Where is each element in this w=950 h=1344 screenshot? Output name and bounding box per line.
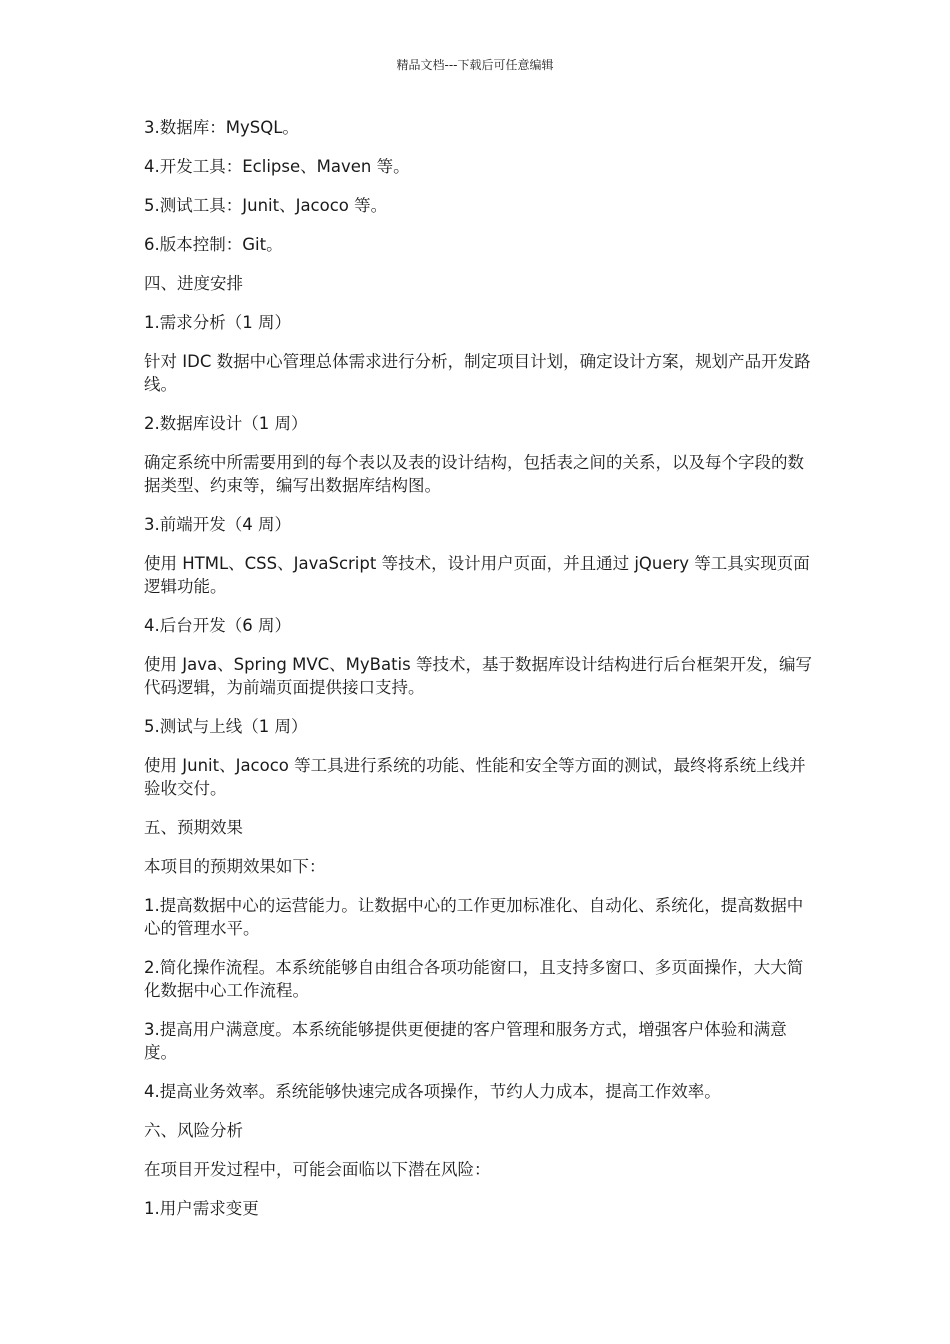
paragraph: 使用 HTML、CSS、JavaScript 等技术，设计用户页面，并且通过 jQuery 等工具实现页面逻辑功能。: [144, 554, 810, 596]
paragraph: 4.后台开发（6 周）: [144, 616, 291, 635]
paragraph: 使用 Junit、Jacoco 等工具进行系统的功能、性能和安全等方面的测试，最终将系统上线并验收交付。: [144, 756, 806, 798]
section-heading: 五、预期效果: [144, 818, 243, 837]
paragraph: 本项目的预期效果如下：: [144, 857, 326, 876]
paragraph: 使用 Java、Spring MVC、MyBatis 等技术，基于数据库设计结构进行后台框架开发，编写代码逻辑，为前端页面提供接口支持。: [144, 655, 812, 697]
paragraph: 6.版本控制：Git。: [144, 235, 283, 254]
paragraph: 3.前端开发（4 周）: [144, 515, 291, 534]
paragraph: 确定系统中所需要用到的每个表以及表的设计结构，包括表之间的关系，以及每个字段的数据类型、约束等，编写出数据库结构图。: [144, 453, 804, 495]
paragraph: 1.需求分析（1 周）: [144, 313, 291, 332]
paragraph: 4.提高业务效率。系统能够快速完成各项操作，节约人力成本，提高工作效率。: [144, 1082, 721, 1101]
paragraph: 5.测试与上线（1 周）: [144, 717, 308, 736]
paragraph: 1.提高数据中心的运营能力。让数据中心的工作更加标准化、自动化、系统化，提高数据中心的管理水平。: [144, 896, 804, 938]
section-heading: 六、风险分析: [144, 1121, 243, 1140]
paragraph: 针对 IDC 数据中心管理总体需求进行分析，制定项目计划，确定设计方案，规划产品开发路线。: [144, 352, 811, 394]
paragraph: 4.开发工具：Eclipse、Maven 等。: [144, 157, 410, 176]
paragraph: 3.提高用户满意度。本系统能够提供更便捷的客户管理和服务方式，增强客户体验和满意度。: [144, 1020, 787, 1062]
section-heading: 四、进度安排: [144, 274, 243, 293]
paragraph: 2.数据库设计（1 周）: [144, 414, 308, 433]
paragraph: 在项目开发过程中，可能会面临以下潜在风险：: [144, 1160, 491, 1179]
page-header: 精品文档---下载后可任意编辑: [396, 58, 554, 72]
paragraph: 3.数据库：MySQL。: [144, 118, 299, 137]
paragraph: 2.简化操作流程。本系统能够自由组合各项功能窗口，且支持多窗口、多页面操作，大大简化数据中心工作流程。: [144, 958, 804, 1000]
document-body: [144, 116, 814, 1236]
paragraph: 5.测试工具：Junit、Jacoco 等。: [144, 196, 388, 215]
paragraph: 1.用户需求变更: [144, 1199, 259, 1218]
